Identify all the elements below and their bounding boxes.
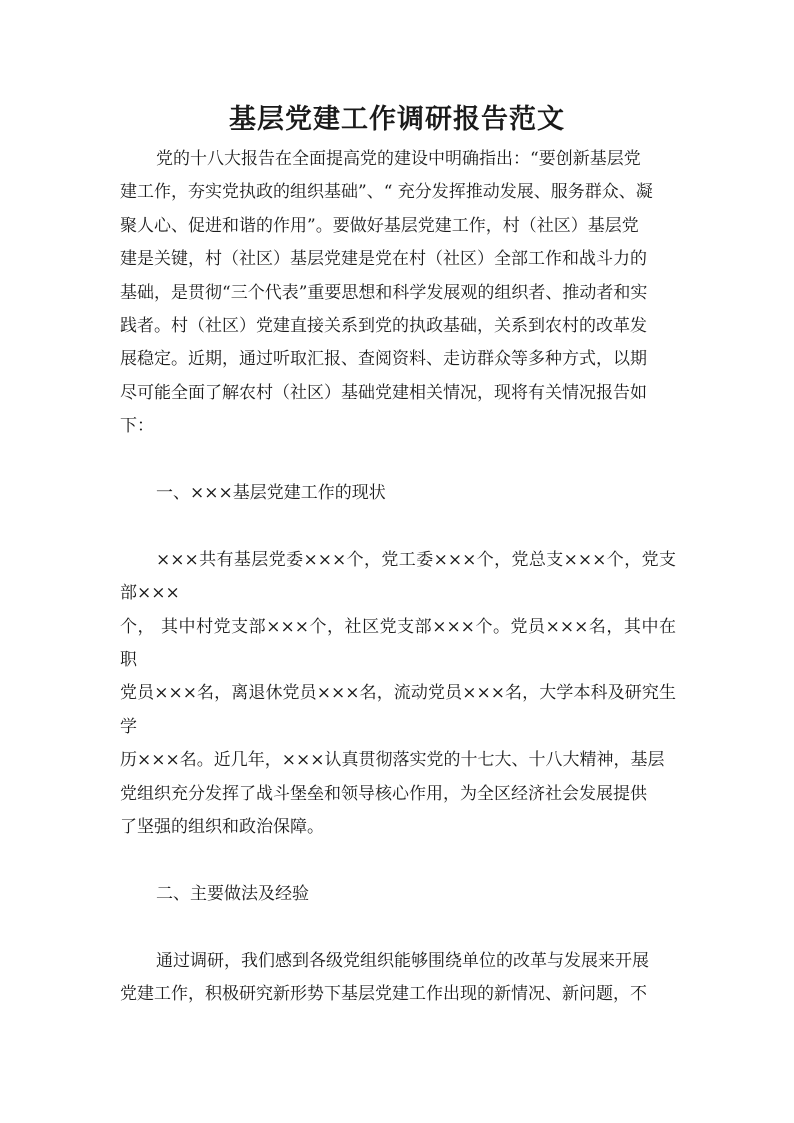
spacer [120, 444, 676, 477]
section-heading-1: 一、×××基层党建工作的现状 [156, 483, 386, 504]
document-title: 基层党建工作调研报告范文 [229, 104, 565, 135]
paragraph-line: 党组织充分发挥了战斗堡垒和领导核心作用，为全区经济社会发展提供 [120, 783, 647, 804]
paragraph-line: 党员×××名，离退休党员×××名，流动党员×××名，大学本科及研究生学 [120, 683, 676, 737]
paragraph-line: ×××共有基层党委×××个，党工委×××个，党总支×××个，党支部××× [120, 549, 676, 604]
paragraph-line: 个， 其中村党支部×××个，社区党支部×××个。党员×××名，其中在职 [120, 616, 676, 671]
paragraph-line: 展稳定。近期，通过听取汇报、查阅资料、走访群众等多种方式，以期 [120, 349, 647, 370]
spacer [120, 911, 676, 944]
paragraph-line: 践者。村（社区）党建直接关系到党的执政基础，关系到农村的改革发 [120, 316, 647, 337]
paragraph-line: 基础，是贯彻“三个代表”重要思想和科学发展观的组织者、推动者和实 [120, 282, 648, 303]
paragraph-line: 历×××名。近几年，×××认真贯彻落实党的十七大、十八大精神，基层 [120, 750, 665, 771]
paragraph-line: 聚人心、促进和谐的作用”。要做好基层党建工作，村（社区）基层党 [120, 215, 639, 236]
paragraph-line: 下： [120, 416, 154, 437]
paragraph-line: 建工作，夯实党执政的组织基础”、“ 充分发挥推动发展、服务群众、凝 [120, 182, 653, 203]
section-heading-2: 二、主要做法及经验 [156, 883, 309, 904]
paragraph-line: 通过调研，我们感到各级党组织能够围绕单位的改革与发展来开展 [156, 950, 649, 971]
paragraph-line: 党的十八大报告在全面提高党的建设中明确指出：“要创新基层党 [156, 149, 641, 169]
spacer [120, 845, 676, 878]
spacer [120, 510, 676, 543]
paragraph-line: 了坚强的组织和政治保障。 [120, 817, 324, 838]
paragraph-line: 党建工作，积极研究新形势下基层党建工作出现的新情况、新问题，不 [120, 984, 647, 1005]
document-body [120, 143, 676, 1012]
paragraph-line: 建是关键，村（社区）基层党建是党在村（社区）全部工作和战斗力的 [120, 249, 647, 270]
paragraph-line: 尽可能全面了解农村（社区）基础党建相关情况，现将有关情况报告如 [120, 382, 647, 403]
